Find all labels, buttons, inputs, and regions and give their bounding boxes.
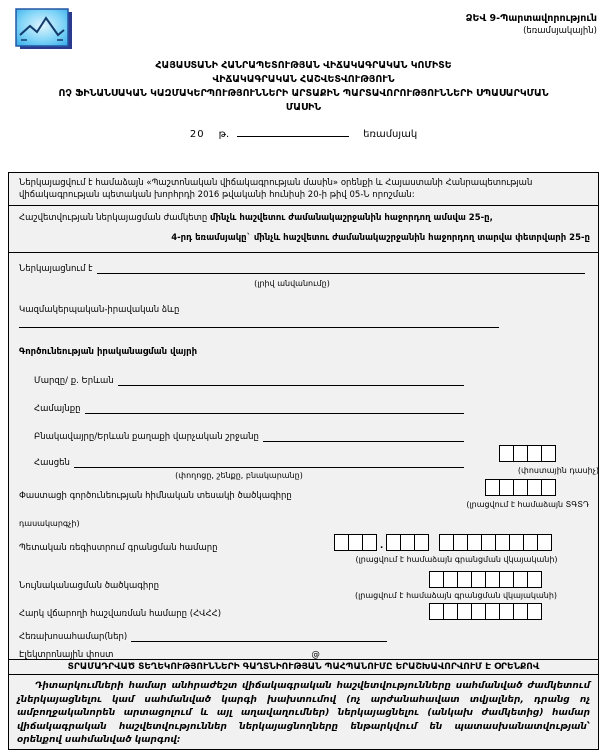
legal-form-label: Կազմակերպական-իրավական ձևը (19, 305, 180, 315)
code-box-cell[interactable] (429, 571, 444, 588)
code-box-cell[interactable] (499, 479, 514, 496)
code-box-cell[interactable] (513, 479, 528, 496)
phone-input-line[interactable] (131, 631, 387, 642)
liability-warning-text: Դիտարկումների համար անհրաժեշտ վիճակագրական հաշվետվությունները սահմանված ժամկետում չներկայացնելու կամ սահմանված կարգի խախտումով (ոչ արժանահավատ տվյալներ, դրանց ոչ ամբողջականորեն արտացոլում և այլ աղավաղումներ) ներկայացնելու (անկախ ժամկետից) համար վիճակագրական հաշվետվություններ ներկայացնողները ենթարկվում են պատասխանատվության՝ օրենքով սահմանված կարգով: (17, 681, 590, 745)
settlement-label: Բնակավայրը/Երևան քաղաքի վարչական շրջանը (34, 432, 259, 442)
phone-label: Հեռախոսահամար(ներ) (19, 632, 128, 642)
activity-code-boxes (485, 479, 556, 496)
code-box-cell[interactable] (527, 571, 542, 588)
code-box-cell[interactable] (400, 534, 415, 551)
register-group-1 (334, 534, 377, 551)
code-box-cell[interactable] (509, 534, 524, 551)
deadline-line-1 (19, 212, 590, 224)
community-row (34, 403, 464, 414)
code-box-cell[interactable] (414, 534, 429, 551)
identification-code-boxes (429, 571, 542, 588)
address-input-line[interactable] (74, 457, 464, 468)
code-box-cell[interactable] (471, 571, 486, 588)
phone-row (19, 631, 387, 642)
requisites-section (9, 253, 598, 659)
title-line-3: ՈՉ ՖԻՆԱՆՍԱԿԱՆ ԿԱԶՄԱԿԵՐՊՈՒԹՅՈՒՆՆԵՐԻ ԱՐՏԱՔԻՆ ՊԱՐՏԱՎՈՐՈՒԹՅՈՒՆՆԵՐԻ ՍՊԱՍԱՐԿՄԱՆ (58, 88, 549, 99)
postal-code-hint: (փոստային դասիչ) (517, 466, 599, 475)
email-domain-input-line[interactable] (320, 649, 409, 660)
activity-code-label: Փաստացի գործունեության հիմնական տեսակի ծածկագիրը (19, 491, 292, 501)
deadline-monthly: մինչև հաշվետու ժամանակաշրջանին հաջորդող ամսվա 25-ը, (210, 213, 493, 223)
community-input-line[interactable] (85, 403, 464, 414)
postal-code-boxes (499, 445, 556, 462)
code-box-cell[interactable] (348, 534, 363, 551)
register-number-label: Պետական ռեգիստրում գրանցման համարը (19, 543, 218, 553)
code-box-cell[interactable] (457, 571, 472, 588)
register-number-boxes (334, 534, 552, 551)
code-box-cell[interactable] (513, 445, 528, 462)
register-separator: . (380, 541, 384, 551)
legal-form-input-line[interactable] (19, 317, 499, 328)
code-box-cell[interactable] (485, 479, 500, 496)
code-box-cell[interactable] (523, 534, 538, 551)
region-row (34, 375, 464, 386)
email-at-sign: @ (311, 650, 320, 660)
code-box-cell[interactable] (527, 603, 542, 620)
email-row (19, 649, 409, 660)
statistical-committee-logo (13, 7, 75, 57)
code-box-cell[interactable] (513, 603, 528, 620)
legal-basis-text: Ներկայացվում է համաձայն «Պաշտոնական վիճակագրության մասին» օրենքի և Հայաստանի Հանրապետության վիճակագրության պետական խորհրդի 2016 թվականի հունիսի 20-ի թիվ 05-Ն որոշման: (19, 178, 533, 200)
code-box-cell[interactable] (443, 603, 458, 620)
code-box-cell[interactable] (527, 479, 542, 496)
presented-by-hint: (լրիվ անվանումը) (254, 279, 330, 288)
presented-by-label: Ներկայացնում է (19, 264, 93, 274)
form-periodicity: (եռամսյակային) (523, 26, 597, 36)
form-title (0, 59, 607, 115)
code-box-cell[interactable] (481, 534, 496, 551)
code-box-cell[interactable] (334, 534, 349, 551)
activity-place-heading: Գործունեության իրականացման վայրի (19, 347, 198, 357)
confidentiality-banner: ՏՐԱՄԱԴՐՎԱԾ ՏԵՂԵԿՈՒԹՅՈՒՆՆԵՐԻ ԳԱՂՏՆԻՈՒԹՅԱՆ ՊԱՀՊԱՆՈՒՄԸ ԵՐԱՇԽԱՎՈՐՎՈՒՄ Է ՕՐԵՆՔՈՎ (9, 659, 598, 675)
code-box-cell[interactable] (453, 534, 468, 551)
form-identifier (466, 12, 597, 38)
code-box-cell[interactable] (499, 445, 514, 462)
community-label: Համայնքը (34, 404, 81, 414)
form-body (8, 172, 599, 750)
region-input-line[interactable] (118, 375, 464, 386)
quarter-label: եռամսյակ (363, 129, 418, 140)
year-suffix: թ. (218, 129, 230, 140)
code-box-cell[interactable] (499, 571, 514, 588)
identification-code-hint: (լրացվում է համաձայն գրանցման վկայականի) (354, 591, 558, 600)
code-box-cell[interactable] (386, 534, 401, 551)
register-group-2 (386, 534, 429, 551)
code-box-cell[interactable] (537, 534, 552, 551)
code-box-cell[interactable] (457, 603, 472, 620)
code-box-cell[interactable] (541, 479, 556, 496)
code-box-cell[interactable] (467, 534, 482, 551)
settlement-input-line[interactable] (263, 431, 464, 442)
register-group-3 (439, 534, 552, 551)
code-box-cell[interactable] (499, 603, 514, 620)
title-line-2: ՎԻՃԱԿԱԳՐԱԿԱՆ ՀԱՇՎԵՏՎՈՒԹՅՈՒՆ (212, 74, 395, 85)
code-box-cell[interactable] (429, 603, 444, 620)
code-box-cell[interactable] (362, 534, 377, 551)
email-label: Էլեկտրոնային փոստ (19, 650, 114, 660)
form-code: ՁԵՎ 9-Պարտավորություն (465, 13, 597, 24)
deadline-line-2: 4-րդ եռամսյակը` մինչև հաշվետու ժամանակաշրջանին հաջորդող տարվա փետրվարի 25-ը (171, 233, 590, 243)
presented-by-row (19, 263, 585, 274)
code-box-cell[interactable] (495, 534, 510, 551)
code-box-cell[interactable] (541, 445, 556, 462)
tin-label: Հարկ վճարողի հաշվառման համարը (ՀՎՀՀ) (19, 609, 222, 619)
email-local-input-line[interactable] (117, 649, 311, 660)
report-period-line (0, 126, 607, 140)
presented-by-input-line[interactable] (97, 263, 585, 274)
tin-boxes (429, 603, 542, 620)
chart-logo-icon (13, 7, 75, 53)
code-box-cell[interactable] (513, 571, 528, 588)
register-number-hint: (լրացվում է համաձայն գրանցման վկայականի) (355, 555, 558, 564)
quarter-input-line[interactable] (237, 126, 349, 137)
code-box-cell[interactable] (485, 571, 500, 588)
legal-basis-row (9, 173, 598, 206)
code-box-cell[interactable] (485, 603, 500, 620)
address-row (34, 457, 464, 468)
year-prefix: 20 (189, 129, 205, 140)
code-box-cell[interactable] (471, 603, 486, 620)
activity-code-hint-2: դասակարգչի) (19, 519, 80, 528)
region-label: Մարզը/ ք. Երևան (34, 376, 114, 386)
settlement-row (34, 431, 464, 442)
deadline-prefix: Հաշվետվության ներկայացման ժամկետը (19, 213, 211, 223)
identification-code-label: Նույնականացման ծածկագիրը (19, 581, 160, 591)
address-label: Հասցեն (34, 458, 70, 468)
activity-code-hint-1: (լրացվում է համաձայն ՏԳՏԴ (466, 500, 589, 509)
deadline-row (9, 206, 598, 253)
title-line-1: ՀԱՅԱՍՏԱՆԻ ՀԱՆՐԱՊԵՏՈՒԹՅԱՆ ՎԻՃԱԿԱԳՐԱԿԱՆ ԿՈՄԻՏԵ (155, 60, 452, 71)
title-line-4: ՄԱՍԻՆ (285, 102, 322, 113)
code-box-cell[interactable] (439, 534, 454, 551)
address-hint: (փողոցը, շենքը, բնակարանը) (175, 471, 303, 480)
code-box-cell[interactable] (527, 445, 542, 462)
code-box-cell[interactable] (443, 571, 458, 588)
